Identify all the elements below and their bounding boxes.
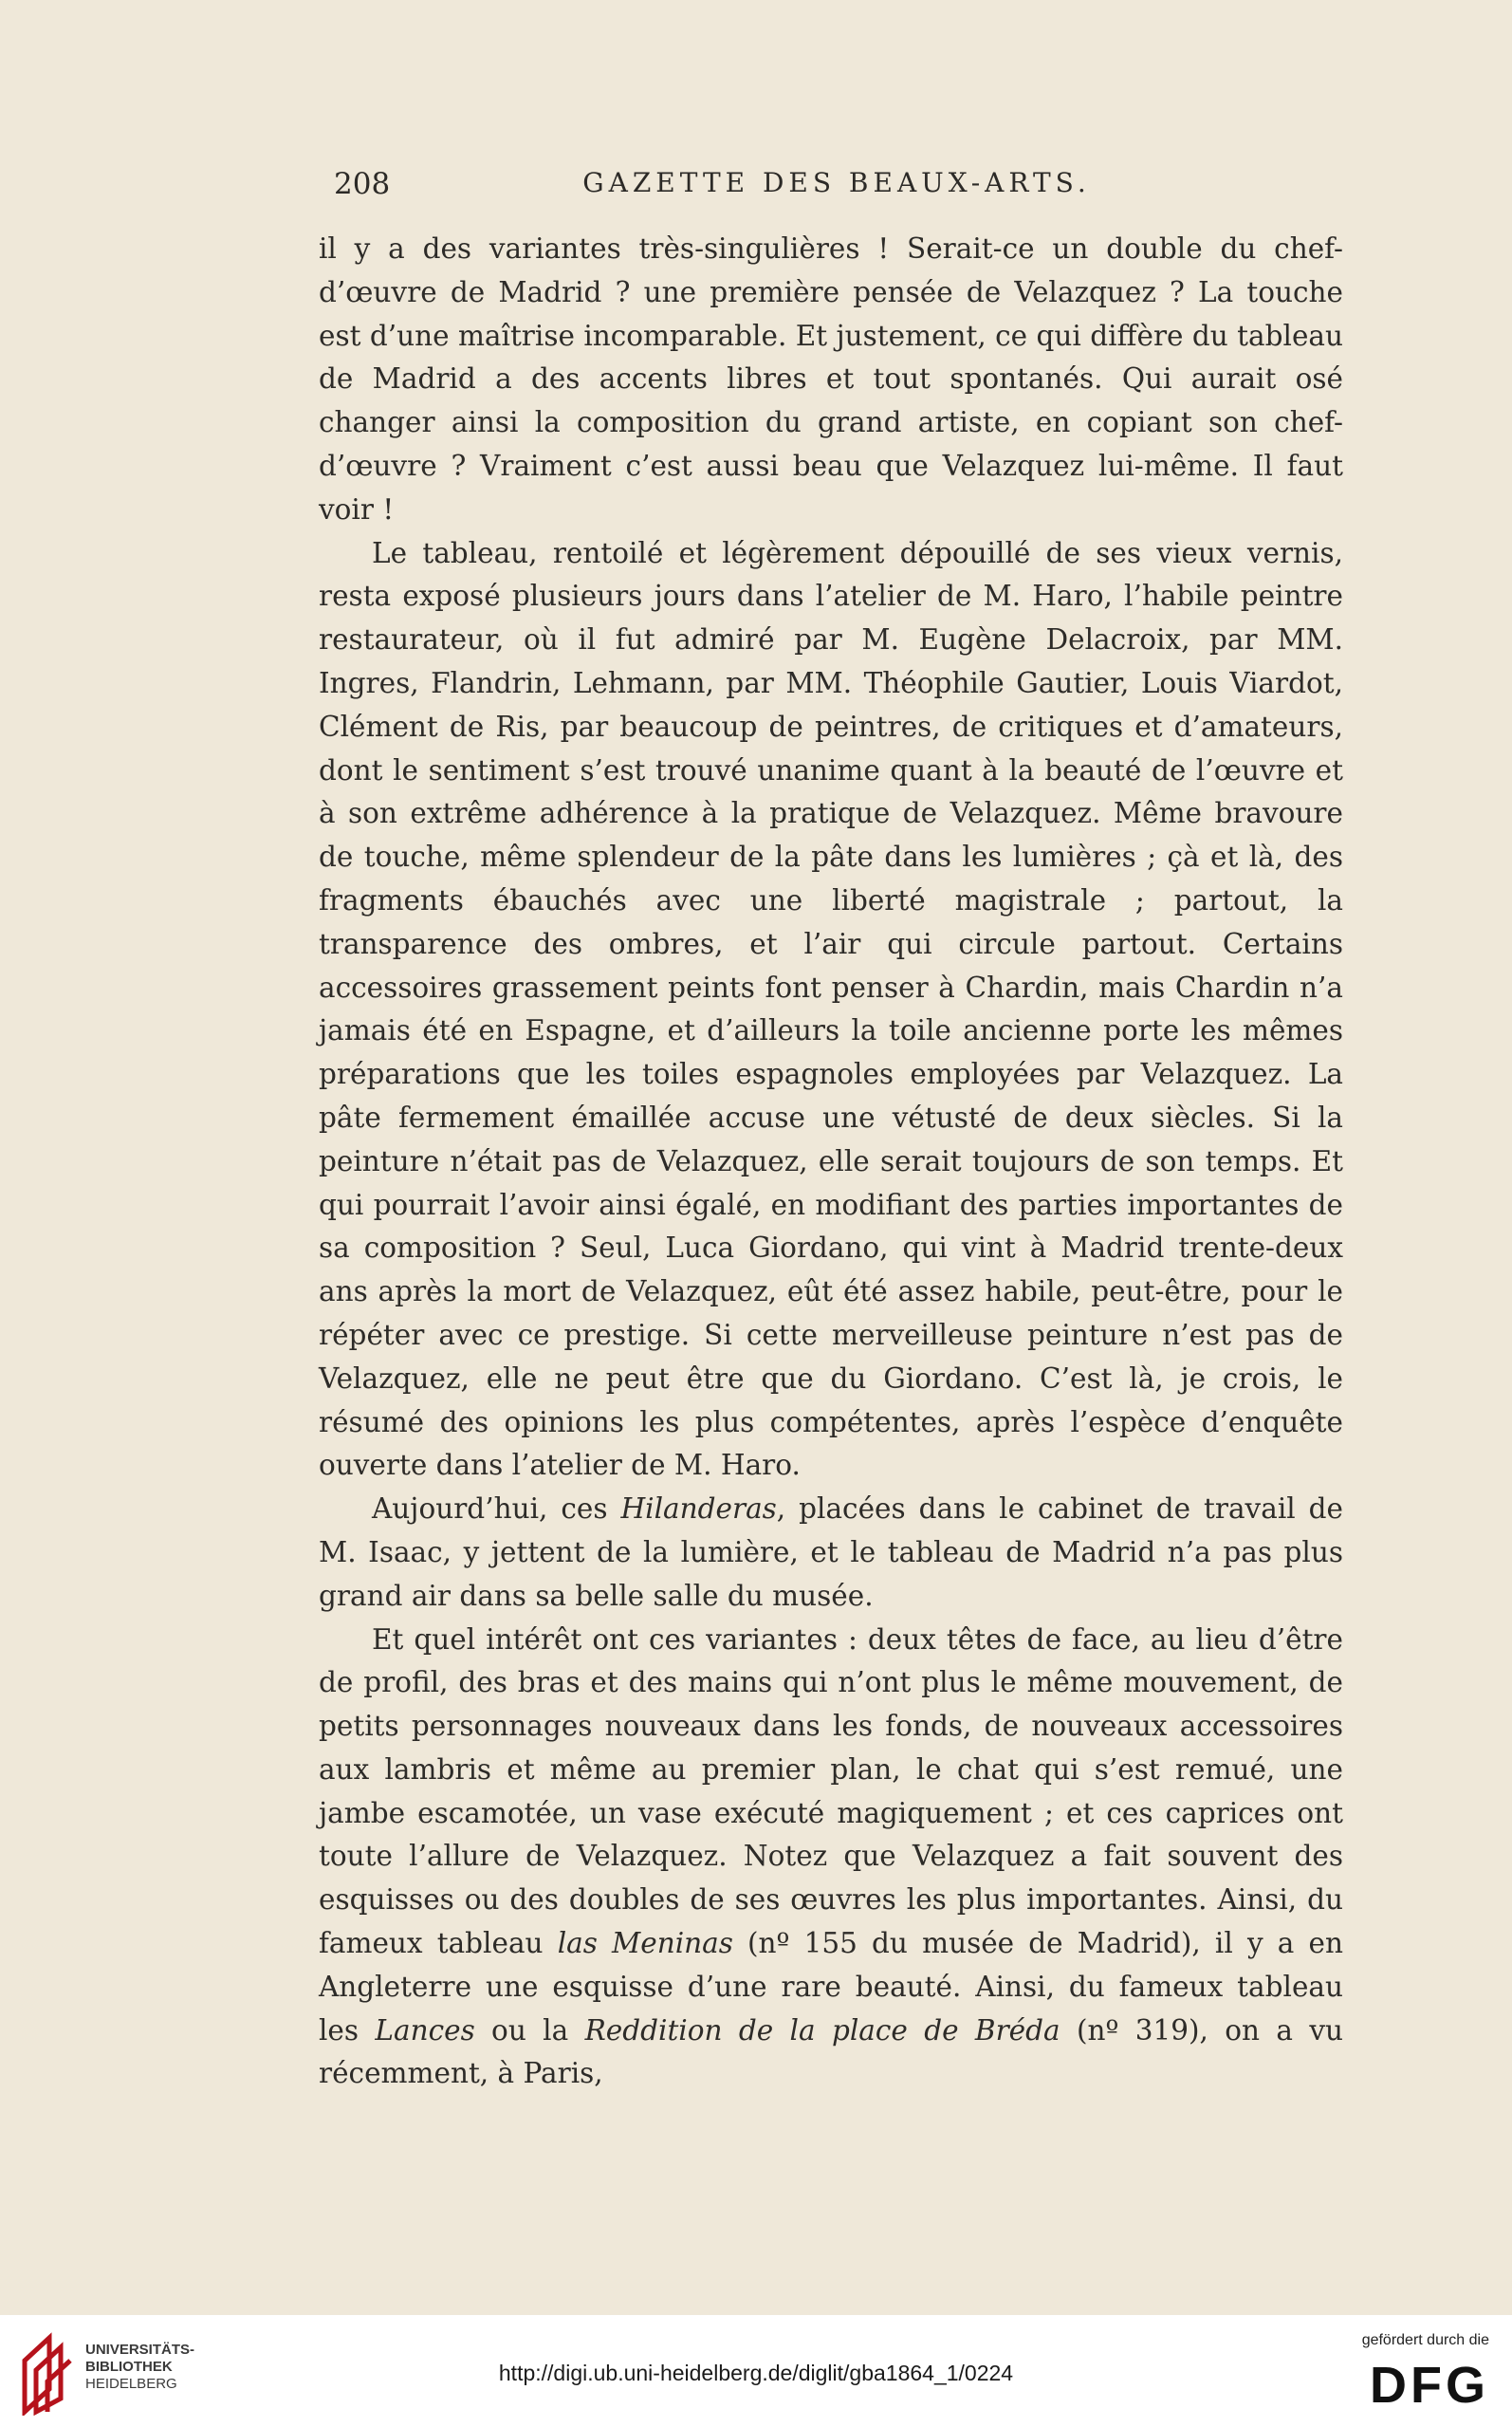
text-run: ou la (474, 2013, 585, 2047)
italic-title: las Meninas (557, 1927, 733, 1960)
italic-title: Hilanderas (620, 1492, 777, 1526)
page-number: 208 (334, 167, 391, 201)
text-run: il y a des variantes très-singulières ! Serait-ce un double du chef-d’œuvre de Madrid ? une première pensée de Velazquez ? La touche est d’une maîtrise incomparable. Et justement, ce qui diffère du tableau de Madrid a des accents libres et tout spontanés. Qui aurait osé changer ainsi la composition du grand artiste, en copiant son chef-d’œuvre ? Vraiment c’est aussi beau que Velazquez lui-même. Il faut voir ! (319, 232, 1343, 526)
running-title: GAZETTE DES BEAUX-ARTS. (582, 167, 1091, 198)
text-run: Aujourd’hui, ces (372, 1492, 621, 1526)
italic-title: Reddition de la place de Bréda (584, 2013, 1060, 2047)
text-run: Le tableau, rentoilé et légèrement dépouillé de ses vieux vernis, resta exposé plusieurs jours dans l’atelier de M. Haro, l’habile peintre restaurateur, où il fut admiré par M. Eugène Delacroix, par MM. Ingres, Flandrin, Lehmann, par MM. Théophile Gautier, Louis Viardot, Clément de Ris, par beaucoup de peintres, de critiques et d’amateurs, dont le sentiment s’est trouvé unanime quant à la beauté de l’œuvre et à son extrême adhérence à la pratique de Velazquez. Même bravoure de touche, même splendeur de la pâte dans les lumières ; çà et là, des fragments ébauchés avec une liberté magistrale ; partout, la transparence des ombres, et l’air qui circule partout. Certains accessoires grassement peints font penser à Chardin, mais Chardin n’a jamais été en Espagne, et d’ailleurs la toile ancienne porte les mêmes préparations que les toiles espagnoles employées par Velazquez. La pâte fermement émaillée accuse une vétusté de deux siècles. Si la peinture n’était pas de Velazquez, elle serait toujours de son temps. Et qui pourrait l’avoir ainsi égalé, en modifiant des parties importantes de sa composition ? Seul, Luca Giordano, qui vint à Madrid trente-deux ans après la mort de Velazquez, eût été assez habile, peut-être, pour le répéter avec ce prestige. Si cette merveilleuse peinture n’est pas de Velazquez, elle ne peut être que du Giordano. C’est là, je crois, le résumé des opinions les plus compétentes, après l’espèce d’enquête ouverte dans l’atelier de M. Haro. (319, 536, 1343, 1482)
text-run: (nº 319), on a vu récemment, à Paris, (319, 2013, 1343, 2090)
library-name-line1: UNIVERSITÄTS- (85, 2342, 195, 2358)
text-run: Et quel intérêt ont ces variantes : deux têtes de face, au lieu d’être de profil, des bras et des mains qui n’ont plus le même mouvement, de petits personnages nouveaux dans les fonds, de nouveaux accessoires aux lambris et même au premier plan, le chat qui s’est remué, une jambe escamotée, un vase exécuté magiquement ; et ces caprices ont toute l’allure de Velazquez. Notez que Velazquez a fait souvent des esquisses ou des doubles de ses œuvres les plus importantes. Ainsi, du fameux tableau (319, 1622, 1343, 1960)
italic-title: Lances (375, 2013, 475, 2047)
dfg-logo: DFG (1370, 2357, 1489, 2414)
viewer-footer (0, 2315, 1512, 2427)
paragraph (319, 1619, 1343, 2097)
library-name-line2: BIBLIOTHEK (85, 2359, 173, 2375)
text-run: (nº 155 du musée de Madrid), il y a en Angleterre une esquisse d’une rare beauté. Ainsi, du fameux tableau les (319, 1927, 1343, 2047)
text-run: , placées dans le cabinet de travail de M. Isaac, y jettent de la lumière, et le tableau de Madrid n’a pas plus grand air dans sa belle salle du musée. (319, 1492, 1343, 1612)
body-text (319, 228, 1343, 2096)
funding-caption: gefördert durch die (1361, 2332, 1489, 2348)
permalink-url[interactable]: http://digi.ub.uni-heidelberg.de/diglit/gba1864_1/0224 (498, 2361, 1014, 2385)
paragraph (319, 228, 1343, 532)
paragraph (319, 1488, 1343, 1618)
paragraph (319, 532, 1343, 1489)
page-header (334, 167, 1339, 209)
library-name-line3: HEIDELBERG (85, 2376, 177, 2392)
